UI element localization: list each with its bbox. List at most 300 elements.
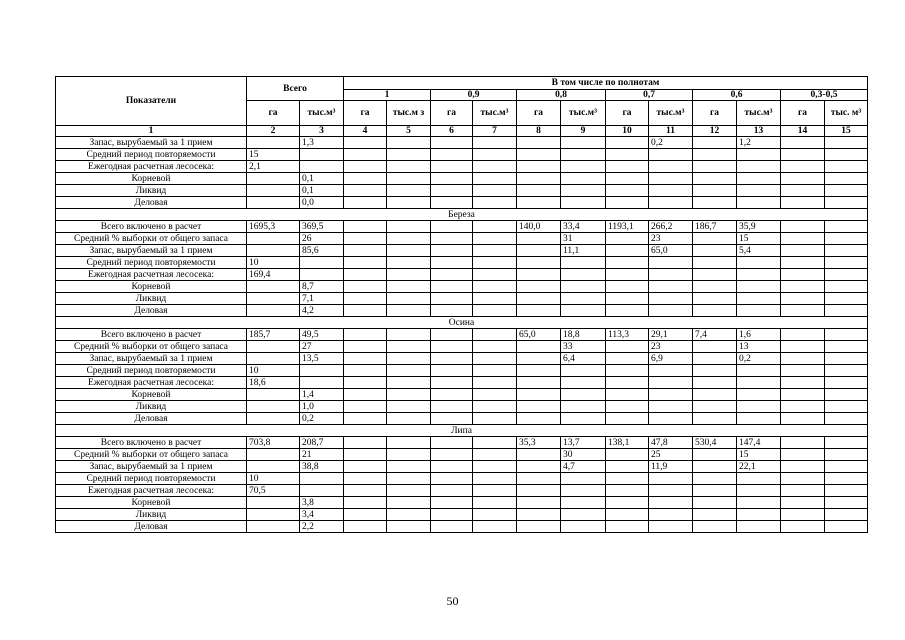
table-cell — [825, 161, 868, 173]
table-cell — [737, 281, 781, 293]
unit-header: га — [344, 101, 387, 126]
table-cell — [344, 269, 387, 281]
table-cell: 25 — [649, 449, 693, 461]
table-cell — [737, 173, 781, 185]
table-cell — [825, 197, 868, 209]
table-cell — [387, 449, 431, 461]
table-cell: 1,6 — [737, 329, 781, 341]
table-cell — [473, 149, 517, 161]
table-cell — [737, 413, 781, 425]
table-cell: 3,8 — [300, 497, 344, 509]
table-cell — [517, 149, 561, 161]
table-cell — [247, 341, 300, 353]
table-cell — [344, 245, 387, 257]
table-cell — [606, 137, 649, 149]
table-cell — [387, 509, 431, 521]
table-cell — [606, 173, 649, 185]
table-cell — [825, 485, 868, 497]
table-cell — [781, 245, 825, 257]
table-cell: 703,8 — [247, 437, 300, 449]
table-cell: 0,1 — [300, 185, 344, 197]
table-cell: 23 — [649, 341, 693, 353]
table-cell: 1,4 — [300, 389, 344, 401]
table-cell — [517, 389, 561, 401]
table-cell — [649, 185, 693, 197]
table-cell — [781, 509, 825, 521]
table-cell: 169,4 — [247, 269, 300, 281]
row-label: Ликвид — [56, 509, 247, 521]
table-cell: 5,4 — [737, 245, 781, 257]
table-cell — [693, 245, 737, 257]
unit-header: тыс.м з — [387, 101, 431, 126]
column-number: 9 — [561, 126, 606, 137]
table-cell — [781, 353, 825, 365]
table-cell — [517, 485, 561, 497]
table-cell — [693, 305, 737, 317]
density-header: 0,8 — [517, 90, 606, 101]
table-row — [56, 173, 868, 185]
table-cell — [649, 389, 693, 401]
table-cell — [387, 281, 431, 293]
table-cell — [344, 281, 387, 293]
table-cell — [649, 293, 693, 305]
table-cell — [649, 485, 693, 497]
table-cell — [781, 137, 825, 149]
table-cell — [825, 509, 868, 521]
row-label: Корневой — [56, 173, 247, 185]
table-cell: 369,5 — [300, 221, 344, 233]
table-cell — [693, 233, 737, 245]
table-cell — [693, 485, 737, 497]
table-cell — [737, 521, 781, 533]
table-cell — [825, 281, 868, 293]
table-cell — [517, 233, 561, 245]
table-cell — [737, 401, 781, 413]
table-cell — [737, 509, 781, 521]
table-cell: 7,4 — [693, 329, 737, 341]
section-row — [56, 209, 868, 221]
table-cell — [387, 173, 431, 185]
unit-header: тыс.м³ — [649, 101, 693, 126]
table-cell — [431, 437, 473, 449]
table-cell — [431, 485, 473, 497]
table-cell — [473, 137, 517, 149]
table-cell: 6,4 — [561, 353, 606, 365]
table-cell — [344, 485, 387, 497]
table-cell — [473, 197, 517, 209]
table-cell: 13,7 — [561, 437, 606, 449]
table-cell — [649, 161, 693, 173]
table-cell — [781, 149, 825, 161]
table-cell — [473, 509, 517, 521]
table-cell — [517, 173, 561, 185]
table-cell — [387, 197, 431, 209]
table-cell — [649, 305, 693, 317]
table-cell — [473, 437, 517, 449]
column-number: 12 — [693, 126, 737, 137]
table-cell — [606, 497, 649, 509]
table-cell — [387, 389, 431, 401]
table-cell — [781, 437, 825, 449]
table-cell — [561, 521, 606, 533]
table-body — [56, 137, 868, 533]
table-cell — [344, 221, 387, 233]
table-cell — [737, 485, 781, 497]
table-cell — [517, 185, 561, 197]
table-cell — [473, 497, 517, 509]
table-cell — [473, 269, 517, 281]
table-cell — [247, 389, 300, 401]
table-cell — [825, 353, 868, 365]
table-cell: 15 — [737, 449, 781, 461]
table-cell — [247, 197, 300, 209]
table-cell: 2,1 — [247, 161, 300, 173]
table-cell — [247, 305, 300, 317]
table-cell — [344, 401, 387, 413]
table-cell: 1695,3 — [247, 221, 300, 233]
table-cell — [473, 401, 517, 413]
column-number: 11 — [649, 126, 693, 137]
table-cell — [431, 497, 473, 509]
table-cell — [561, 161, 606, 173]
table-cell: 138,1 — [606, 437, 649, 449]
table-cell — [825, 341, 868, 353]
table-row — [56, 233, 868, 245]
table-cell — [606, 413, 649, 425]
table-cell — [693, 461, 737, 473]
table-cell: 8,7 — [300, 281, 344, 293]
table-row — [56, 473, 868, 485]
row-label: Запас, вырубаемый за 1 прием — [56, 353, 247, 365]
table-cell — [387, 413, 431, 425]
table-cell: 35,3 — [517, 437, 561, 449]
table-cell — [737, 293, 781, 305]
table-cell: 3,4 — [300, 509, 344, 521]
table-cell: 11,9 — [649, 461, 693, 473]
table-cell — [473, 413, 517, 425]
table-cell — [431, 137, 473, 149]
table-cell — [649, 269, 693, 281]
table-cell — [517, 401, 561, 413]
section-title: Липа — [56, 425, 868, 437]
table-cell — [387, 365, 431, 377]
table-cell — [387, 497, 431, 509]
table-cell — [387, 329, 431, 341]
table-cell: 33,4 — [561, 221, 606, 233]
table-cell — [344, 461, 387, 473]
table-cell — [517, 413, 561, 425]
table-cell — [517, 137, 561, 149]
table-cell: 70,5 — [247, 485, 300, 497]
table-cell — [344, 413, 387, 425]
table-cell: 10 — [247, 365, 300, 377]
table-cell — [247, 185, 300, 197]
unit-header: га — [517, 101, 561, 126]
table-cell — [781, 449, 825, 461]
table-cell — [300, 485, 344, 497]
table-cell — [517, 353, 561, 365]
table-cell — [344, 137, 387, 149]
section-title: Береза — [56, 209, 868, 221]
table-cell — [473, 353, 517, 365]
table-row — [56, 365, 868, 377]
density-header: 0,6 — [693, 90, 781, 101]
table-cell — [431, 509, 473, 521]
table-cell — [517, 293, 561, 305]
table-cell — [693, 341, 737, 353]
table-cell — [473, 257, 517, 269]
table-cell — [344, 257, 387, 269]
table-cell — [606, 269, 649, 281]
table-cell — [473, 389, 517, 401]
table-cell — [247, 173, 300, 185]
table-cell — [473, 473, 517, 485]
table-cell — [649, 497, 693, 509]
row-label: Ликвид — [56, 185, 247, 197]
table-cell: 15 — [247, 149, 300, 161]
table-cell — [781, 329, 825, 341]
table-cell — [693, 137, 737, 149]
table-cell — [606, 449, 649, 461]
table-cell — [431, 305, 473, 317]
table-cell — [247, 233, 300, 245]
table-cell — [517, 281, 561, 293]
row-label: Ежегодная расчетная лесосека: — [56, 161, 247, 173]
table-cell — [693, 173, 737, 185]
table-cell — [737, 161, 781, 173]
table-cell — [606, 521, 649, 533]
table-cell — [561, 305, 606, 317]
table-cell — [431, 233, 473, 245]
table-cell: 0,2 — [737, 353, 781, 365]
table-cell: 13,5 — [300, 353, 344, 365]
table-cell — [649, 365, 693, 377]
table-cell — [825, 257, 868, 269]
row-label: Средний период повторяемости — [56, 257, 247, 269]
table-cell: 18,8 — [561, 329, 606, 341]
table-cell — [431, 473, 473, 485]
table-cell — [517, 365, 561, 377]
table-cell — [781, 497, 825, 509]
table-cell — [693, 377, 737, 389]
table-cell — [825, 305, 868, 317]
table-cell — [606, 473, 649, 485]
table-cell: 85,6 — [300, 245, 344, 257]
table-cell — [781, 173, 825, 185]
table-cell — [431, 197, 473, 209]
table-cell — [387, 437, 431, 449]
table-cell — [737, 389, 781, 401]
table-cell — [387, 377, 431, 389]
unit-header: га — [606, 101, 649, 126]
density-header: 0,7 — [606, 90, 693, 101]
table-cell — [649, 509, 693, 521]
header-total: Всего — [247, 77, 344, 101]
table-cell — [825, 269, 868, 281]
row-label: Ежегодная расчетная лесосека: — [56, 269, 247, 281]
table-cell — [344, 341, 387, 353]
table-cell — [517, 197, 561, 209]
table-cell — [247, 449, 300, 461]
row-label: Деловая — [56, 413, 247, 425]
table-cell — [825, 377, 868, 389]
table-row — [56, 521, 868, 533]
table-cell — [387, 521, 431, 533]
table-cell — [431, 173, 473, 185]
table-cell — [431, 413, 473, 425]
table-cell — [473, 185, 517, 197]
table-cell — [781, 281, 825, 293]
table-cell — [781, 233, 825, 245]
table-cell — [825, 497, 868, 509]
table-cell — [561, 377, 606, 389]
table-cell: 47,8 — [649, 437, 693, 449]
table-cell: 18,6 — [247, 377, 300, 389]
table-cell: 147,4 — [737, 437, 781, 449]
table-cell — [247, 509, 300, 521]
row-label: Корневой — [56, 497, 247, 509]
table-cell — [606, 245, 649, 257]
row-label: Средний период повторяемости — [56, 365, 247, 377]
column-number: 7 — [473, 126, 517, 137]
table-cell: 23 — [649, 233, 693, 245]
table-cell — [344, 185, 387, 197]
table-cell: 65,0 — [649, 245, 693, 257]
table-cell — [517, 521, 561, 533]
table-cell — [737, 197, 781, 209]
table-cell: 0,1 — [300, 173, 344, 185]
table-cell — [606, 233, 649, 245]
table-cell — [693, 293, 737, 305]
table-cell — [693, 521, 737, 533]
table-cell: 0,2 — [649, 137, 693, 149]
table-cell — [737, 257, 781, 269]
table-cell — [693, 161, 737, 173]
table-cell — [431, 269, 473, 281]
table-cell: 35,9 — [737, 221, 781, 233]
table-cell — [649, 197, 693, 209]
table-cell — [693, 401, 737, 413]
table-cell — [517, 305, 561, 317]
table-cell — [693, 197, 737, 209]
table-cell — [781, 185, 825, 197]
table-cell: 6,9 — [649, 353, 693, 365]
row-label: Всего включено в расчет — [56, 221, 247, 233]
column-number: 10 — [606, 126, 649, 137]
column-number: 2 — [247, 126, 300, 137]
table-cell — [247, 413, 300, 425]
table-cell — [344, 161, 387, 173]
table-cell — [606, 341, 649, 353]
table-cell — [517, 509, 561, 521]
table-cell: 27 — [300, 341, 344, 353]
table-cell — [737, 269, 781, 281]
table-cell — [781, 221, 825, 233]
table-header — [56, 77, 868, 137]
table-cell — [561, 401, 606, 413]
table-cell — [431, 449, 473, 461]
table-cell — [247, 353, 300, 365]
table-cell: 1,3 — [300, 137, 344, 149]
table-cell — [781, 389, 825, 401]
table-cell — [517, 377, 561, 389]
table-cell — [517, 473, 561, 485]
row-label: Ежегодная расчетная лесосека: — [56, 485, 247, 497]
table-cell — [344, 521, 387, 533]
table-cell — [431, 221, 473, 233]
table-cell — [561, 173, 606, 185]
unit-header: тыс. м³ — [825, 101, 868, 126]
table-cell — [344, 473, 387, 485]
table-cell — [344, 365, 387, 377]
page-number: 50 — [446, 594, 459, 608]
table-cell — [387, 137, 431, 149]
table-row — [56, 221, 868, 233]
table-cell — [431, 377, 473, 389]
table-cell — [825, 293, 868, 305]
table-cell — [561, 473, 606, 485]
row-label: Запас, вырубаемый за 1 прием — [56, 461, 247, 473]
table-cell: 10 — [247, 473, 300, 485]
column-number: 4 — [344, 126, 387, 137]
table-cell — [649, 473, 693, 485]
density-header: 0,3-0,5 — [781, 90, 868, 101]
table-cell: 113,3 — [606, 329, 649, 341]
table-cell: 11,1 — [561, 245, 606, 257]
table-cell — [561, 197, 606, 209]
table-cell — [517, 461, 561, 473]
section-row — [56, 425, 868, 437]
table-cell — [649, 173, 693, 185]
table-cell — [825, 329, 868, 341]
table-cell — [825, 449, 868, 461]
table-cell — [247, 293, 300, 305]
table-cell — [825, 521, 868, 533]
header-by-density: В том числе по полнотам — [344, 77, 868, 90]
table-cell — [561, 137, 606, 149]
table-cell — [344, 497, 387, 509]
table-cell: 208,7 — [300, 437, 344, 449]
table-cell — [387, 149, 431, 161]
table-cell — [693, 389, 737, 401]
table-cell — [344, 437, 387, 449]
table-cell — [473, 245, 517, 257]
column-number: 5 — [387, 126, 431, 137]
table-cell — [344, 509, 387, 521]
forest-cut-table — [55, 76, 868, 533]
table-cell — [387, 401, 431, 413]
unit-header: тыс.м³ — [561, 101, 606, 126]
table-cell: 30 — [561, 449, 606, 461]
table-cell — [781, 485, 825, 497]
table-cell — [606, 281, 649, 293]
table-cell — [606, 353, 649, 365]
unit-header: га — [693, 101, 737, 126]
table-cell — [344, 305, 387, 317]
table-cell — [781, 293, 825, 305]
table-cell — [606, 305, 649, 317]
table-cell — [517, 341, 561, 353]
table-row — [56, 497, 868, 509]
table-cell — [606, 161, 649, 173]
table-cell — [387, 185, 431, 197]
table-cell — [431, 401, 473, 413]
table-cell — [561, 149, 606, 161]
table-row — [56, 413, 868, 425]
table-cell — [300, 473, 344, 485]
table-cell — [606, 185, 649, 197]
table-cell — [431, 281, 473, 293]
